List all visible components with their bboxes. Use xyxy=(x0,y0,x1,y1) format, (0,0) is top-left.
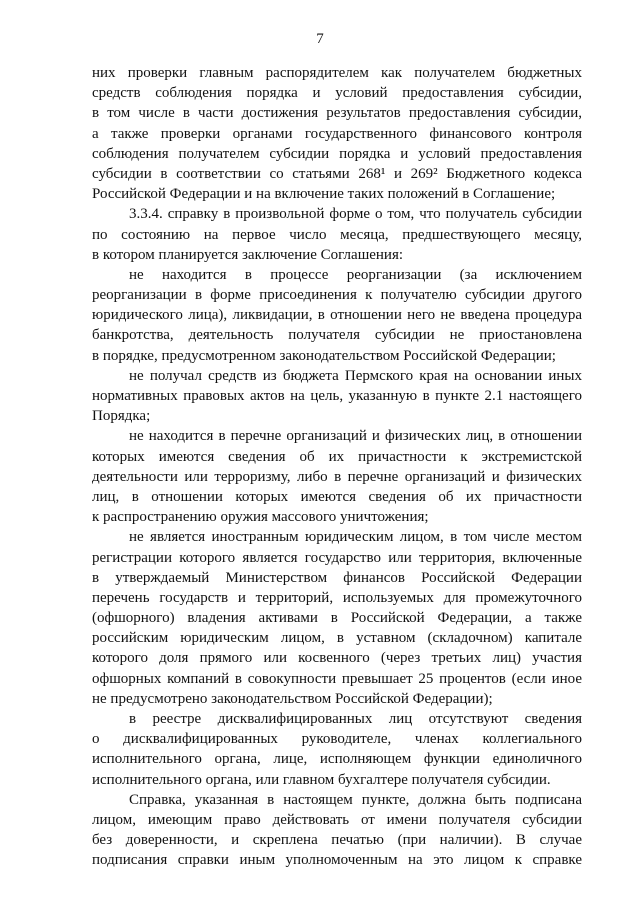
text-line: Российской Федерации и на включение таких положений в Соглашение; xyxy=(92,186,556,203)
text-line: в утверждаемый Министерством финансов Российской Федерации xyxy=(92,569,582,586)
text-line: них проверки главным распорядителем как получателем бюджетных xyxy=(92,65,582,81)
text-line: не предусмотрено законодательством Российской Федерации); xyxy=(92,690,493,707)
text-line: (офшорного) владения активами в Российской Федерации, а также xyxy=(92,610,582,627)
text-line: не является иностранным юридическим лицом, в том числе местом xyxy=(129,529,582,546)
text-line: подписания справки иным уполномоченным на это лицом к справке xyxy=(92,852,582,869)
text-line: 3.3.4. справку в произвольной форме о том, что получатель субсидии xyxy=(129,206,582,223)
text-line: которого доля прямого или косвенного (через третьих лиц) участия xyxy=(92,650,582,667)
text-line: деятельности или терроризму, либо в перечне организаций и физических xyxy=(92,468,582,485)
text-line: перечень государств и территорий, используемых для промежуточного xyxy=(92,589,582,606)
text-line: исполнительного органа, или главном бухгалтере получателя субсидии. xyxy=(92,771,551,788)
text-line: о дисквалифицированных руководителе, членах коллегиального xyxy=(92,731,582,748)
text-line: а также проверки органами государственного финансового контроля xyxy=(92,125,582,142)
text-line: не находится в перечне организаций и физических лиц, в отношении xyxy=(129,428,582,445)
text-line: в том числе в части достижения результатов предоставления субсидии, xyxy=(92,105,582,122)
text-line: к распространению оружия массового уничтожения; xyxy=(92,509,429,526)
text-line: не находится в процессе реорганизации (за исключением xyxy=(129,266,582,283)
text-line: регистрации которого является государство или территория, включенные xyxy=(92,549,582,566)
text-line: исполнительного органа, лице, исполняющем функции единоличного xyxy=(92,751,582,768)
text-line: Справка, указанная в настоящем пункте, должна быть подписана xyxy=(129,791,582,808)
text-line: лиц, в отношении которых имеются сведения об их причастности xyxy=(92,488,582,505)
text-line: по состоянию на первое число месяца, предшествующего месяцу, xyxy=(92,226,582,243)
text-line: Порядка; xyxy=(92,408,151,425)
text-line: без доверенности, и скреплена печатью (при наличии). В случае xyxy=(92,832,582,849)
text-line: не получал средств из бюджета Пермского края на основании иных xyxy=(129,367,582,384)
text-line: нормативных правовых актов на цель, указанную в пункте 2.1 настоящего xyxy=(92,388,582,404)
text-line: соблюдения получателем субсидии порядка и условий предоставления xyxy=(92,145,582,162)
text-line: юридического лица), ликвидации, в отношении него не введена процедура xyxy=(92,307,582,324)
text-line: в порядке, предусмотренном законодательством Российской Федерации; xyxy=(92,347,556,364)
text-line: реорганизации в форме присоединения к получателю субсидии другого xyxy=(92,287,582,304)
text-line: лицом, имеющим право действовать от имени получателя субсидии xyxy=(92,811,582,828)
text-line: банкротства, деятельность получателя субсидии не приостановлена xyxy=(92,327,582,344)
text-line: субсидии в соответствии со статьями 268¹ и 269² Бюджетного кодекса xyxy=(92,165,582,182)
text-line: офшорных компаний в совокупности превышает 25 процентов (если иное xyxy=(92,670,582,687)
text-line: российским юридическим лицом, в уставном (складочном) капитале xyxy=(92,630,582,647)
text-line: средств соблюдения порядка и условий предоставления субсидии, xyxy=(92,85,582,102)
text-line: в реестре дисквалифицированных лиц отсутствуют сведения xyxy=(129,711,582,727)
page-number: 7 xyxy=(316,31,324,47)
document-body xyxy=(92,63,582,871)
text-line: которых имеются сведения об их причастности к экстремистской xyxy=(92,448,582,465)
text-line: в котором планируется заключение Соглашения: xyxy=(92,246,404,263)
